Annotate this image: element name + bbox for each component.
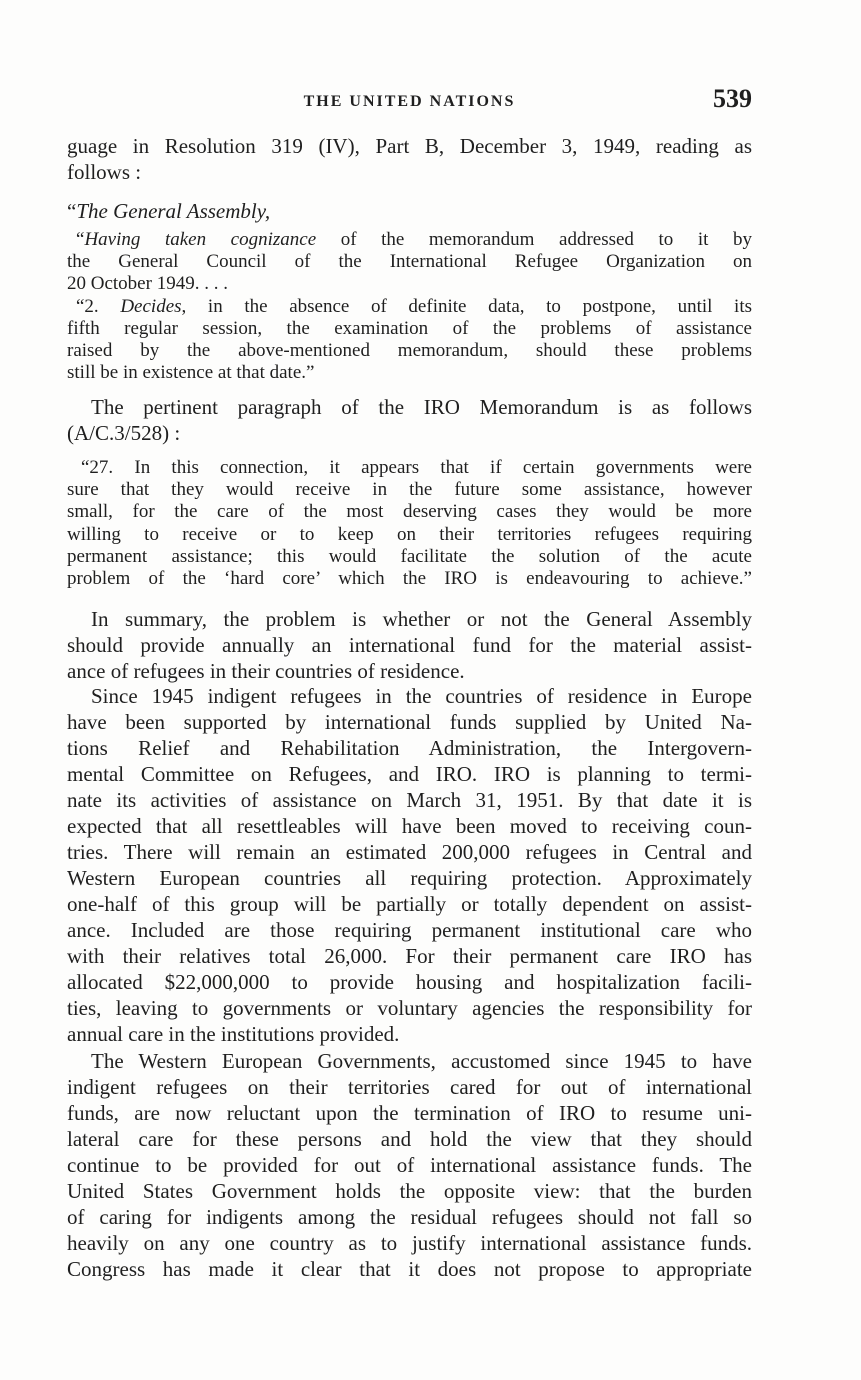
text-line: The pertinent paragraph of the IRO Memorandum is as follows	[91, 395, 752, 419]
text-line: expected that all resettleables will have been moved to receiving coun-	[67, 814, 752, 838]
text-line: nate its activities of assistance on March 31, 1951. By that date it is	[67, 788, 752, 812]
text-line	[67, 198, 752, 224]
text-line: lateral care for these persons and hold the view that they should	[67, 1127, 752, 1151]
text-line: the General Council of the International Refugee Organization on	[67, 251, 752, 273]
text-line: still be in existence at that date.”	[67, 362, 315, 384]
italic-text: Decides	[120, 295, 182, 317]
text-line: United States Government holds the opposite view: that the burden	[67, 1179, 752, 1203]
text-line: should provide annually an international fund for the material assist-	[67, 633, 752, 657]
text-line: guage in Resolution 319 (IV), Part B, December 3, 1949, reading as	[67, 134, 752, 158]
italic-text: Having taken cognizance	[84, 229, 317, 250]
page-number: 539	[713, 84, 752, 113]
text-line	[67, 229, 752, 251]
text-line: Since 1945 indigent refugees in the countries of residence in Europe	[91, 684, 752, 708]
text-line: mental Committee on Refugees, and IRO. IRO is planning to termi-	[67, 762, 752, 786]
text-line: ance of refugees in their countries of residence.	[67, 659, 465, 683]
text-segment: “	[76, 229, 85, 250]
text-line: sure that they would receive in the future some assistance, however	[67, 479, 752, 501]
text-line: allocated $22,000,000 to provide housing and hospitalization facili-	[67, 970, 752, 994]
text-line: raised by the above-mentioned memorandum, should these problems	[67, 339, 752, 361]
text-line: ties, leaving to governments or voluntary agencies the responsibility for	[67, 996, 752, 1020]
text-line: tries. There will remain an estimated 200,000 refugees in Central and	[67, 840, 752, 864]
text-line: problem of the ‘hard core’ which the IRO is endeavouring to achieve.”	[67, 567, 752, 589]
text-line: tions Relief and Rehabilitation Administration, the Intergovern-	[67, 736, 752, 760]
text-line: have been supported by international funds supplied by United Na-	[67, 710, 752, 734]
italic-text: The General Assembly,	[76, 199, 271, 223]
text-segment: , in the absence of definite data, to postpone, until its	[181, 295, 752, 317]
text-line: Congress has made it clear that it does not propose to appropriate	[67, 1257, 752, 1281]
text-segment: “	[67, 199, 77, 223]
text-line: continue to be provided for out of international assistance funds. The	[67, 1153, 752, 1177]
body-paragraph-continued	[67, 133, 752, 185]
body-paragraph	[67, 394, 752, 446]
text-line: (A/C.3/528) :	[67, 421, 181, 445]
text-line: “27. In this connection, it appears that if certain governments were	[81, 457, 752, 478]
text-line: annual care in the institutions provided.	[67, 1022, 400, 1046]
text-line: In summary, the problem is whether or not the General Assembly	[91, 607, 752, 631]
block-quote-resolution	[67, 229, 752, 384]
text-line: small, for the care of the most deserving cases they would be more	[67, 501, 752, 523]
text-segment: “2.	[76, 295, 121, 317]
body-paragraph	[67, 1048, 752, 1282]
text-line: The Western European Governments, accustomed since 1945 to have	[91, 1049, 752, 1073]
text-line: indigent refugees on their territories cared for out of international	[67, 1075, 752, 1099]
text-line	[67, 296, 752, 318]
text-line: permanent assistance; this would facilitate the solution of the acute	[67, 545, 752, 567]
text-line: funds, are now reluctant upon the termination of IRO to resume uni-	[67, 1101, 752, 1125]
text-line: with their relatives total 26,000. For their permanent care IRO has	[67, 944, 752, 968]
block-quote-memorandum	[67, 457, 752, 590]
text-line: fifth regular session, the examination of the problems of assistance	[67, 317, 752, 339]
quote-heading	[67, 198, 752, 224]
body-paragraph	[67, 606, 752, 684]
text-line: 20 October 1949. . . .	[67, 273, 228, 295]
text-line: Western European countries all requiring protection. Approximately	[67, 866, 752, 890]
text-line: follows :	[67, 160, 142, 184]
text-segment: of the memorandum addressed to it by	[316, 229, 752, 250]
running-head: THE UNITED NATIONS	[303, 93, 516, 110]
text-line: ance. Included are those requiring permanent institutional care who	[67, 918, 752, 942]
text-line: heavily on any one country as to justify international assistance funds.	[67, 1231, 752, 1255]
text-line: of caring for indigents among the residual refugees should not fall so	[67, 1205, 752, 1229]
body-paragraph	[67, 683, 752, 1047]
text-line: willing to receive or to keep on their territories refugees requiring	[67, 523, 752, 545]
text-line: one-half of this group will be partially or totally dependent on assist-	[67, 892, 752, 916]
